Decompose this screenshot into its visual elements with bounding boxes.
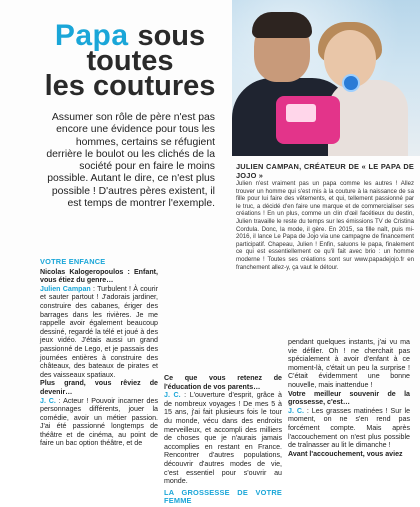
answer-souvenir: : Les grasses matinées ! Sur le moment, on ne s'en rend pas forcément compte. Mais après l'accouchement on n'est plus possible de traînasser au lit le dimanche ! (288, 406, 411, 450)
section-grossesse-heading: LA GROSSESSE DE VOTRE FEMME (164, 487, 282, 506)
question-enfant: Nicolas Kalogeropoulos : Enfant, vous étiez du genre… (40, 267, 158, 285)
child-figure (328, 80, 408, 156)
question-rever: Plus grand, vous rêviez de devenir… (40, 379, 158, 396)
intro-paragraph: Assumer son rôle de père n'est pas encore une évidence pour tous les hommes, certains se réfugient derrière le boulot ou les clichés de la société pour en faire le moins possible. Autant le dire, ce n'est plus possible ! D'autres pères existent, il est temps de montrer l'exemple. (46, 112, 215, 210)
father-daughter-photo (232, 0, 420, 156)
caption-text: Julien n'est vraiment pas un papa comme les autres ! Allez trouver un homme qui s'est mis à la couture à la naissance de sa fille pour lui faire des vêtements, et qui, tellement passionné par le truc, a décidé d'en faire une marque et de commercialiser ses créations ! En un plus, comme un clin d'œil facétieux du destin, Julien travaille le reste du temps sur les émissions TV de Cristina Cordula. Donc, la mode, il gère. En 2015, sa fille naît, puis mi-2016, il lance Le Papa de Jojo via une campagne de financement participatif. Chapeau, Julien ! Enfin, saluons le papa, finalement ce qui est essentiellement ce qu'il fait avec brio : un homme moderne ! Toutes ses créations sont sur www.papadejojo.fr en franchement allez-y, ça vaut le détour. (236, 180, 414, 271)
photo-caption (236, 162, 414, 271)
answer-enfant: : Turbulent ! À courir et sauter partout ! J'adorais jardiner, construire des cabanes, ériger des barrages dans les rivières. Je me rappelle avoir également beaucoup dessiné, regardé la télé et joué à des jeux vidéo. J'étais aussi un grand passionné de Lego, et je passais des journées entières à construire des châteaux, des bateaux de pirates et des vaisseaux spatiaux. (40, 284, 158, 379)
answer-education: : L'ouverture d'esprit, grâce à de nombreux voyages ! De mes 5 à 15 ans, j'ai fait plusieurs fois le tour du monde, vécu dans des endroits merveilleux, et accompli des milliers de choses que je n'aurais jamais accomplies en restant en France. Rencontrer d'autres populations, découvrir d'autres modes de vie, c'est essentiel pour s'ouvrir au monde. (164, 391, 283, 486)
question-accouchement: Avant l'accouchement, vous aviez (288, 449, 403, 458)
speaker-jc: J. C. (40, 396, 56, 405)
speaker-julien: Julien Campan (40, 284, 91, 293)
column-3 (288, 338, 410, 458)
question-souvenir: Votre meilleur souvenir de la grossesse, c'est… (288, 389, 410, 407)
caption-title: JULIEN CAMPAN, CRÉATEUR DE « LE PAPA DE JOJO » (236, 162, 414, 180)
answer-continued: pendant quelques instants, j'ai vu ma vie défiler. Oh ! ne cherchait pas spécialement à avoir d'enfant à ce moment-là, c'était un peu la surprise ! C'était évidemment une bonne nouvelle, mais inattendue ! (288, 338, 410, 389)
title-sous: sous (137, 20, 206, 52)
article-title (40, 19, 220, 102)
speaker-jc: J. C. (288, 406, 304, 415)
pacifier-icon (342, 74, 360, 92)
section-enfance-heading: VOTRE ENFANCE (40, 257, 106, 266)
title-toutes: toutes (86, 45, 174, 77)
question-education: Ce que vous retenez de l'éducation de vos parents… (164, 374, 282, 391)
answer-rever: : Acteur ! Pouvoir incarner des personnages différents, jouer la comédie, avoir un métier passion. J'ai été passionné longtemps de théâtre et de cinéma, au point de faire un bac option théâtre, et de (40, 396, 158, 448)
speaker-jc: J. C. (164, 391, 181, 400)
column-2 (164, 374, 282, 507)
title-papa: Papa (54, 19, 129, 52)
title-coutures: les coutures (44, 70, 216, 102)
